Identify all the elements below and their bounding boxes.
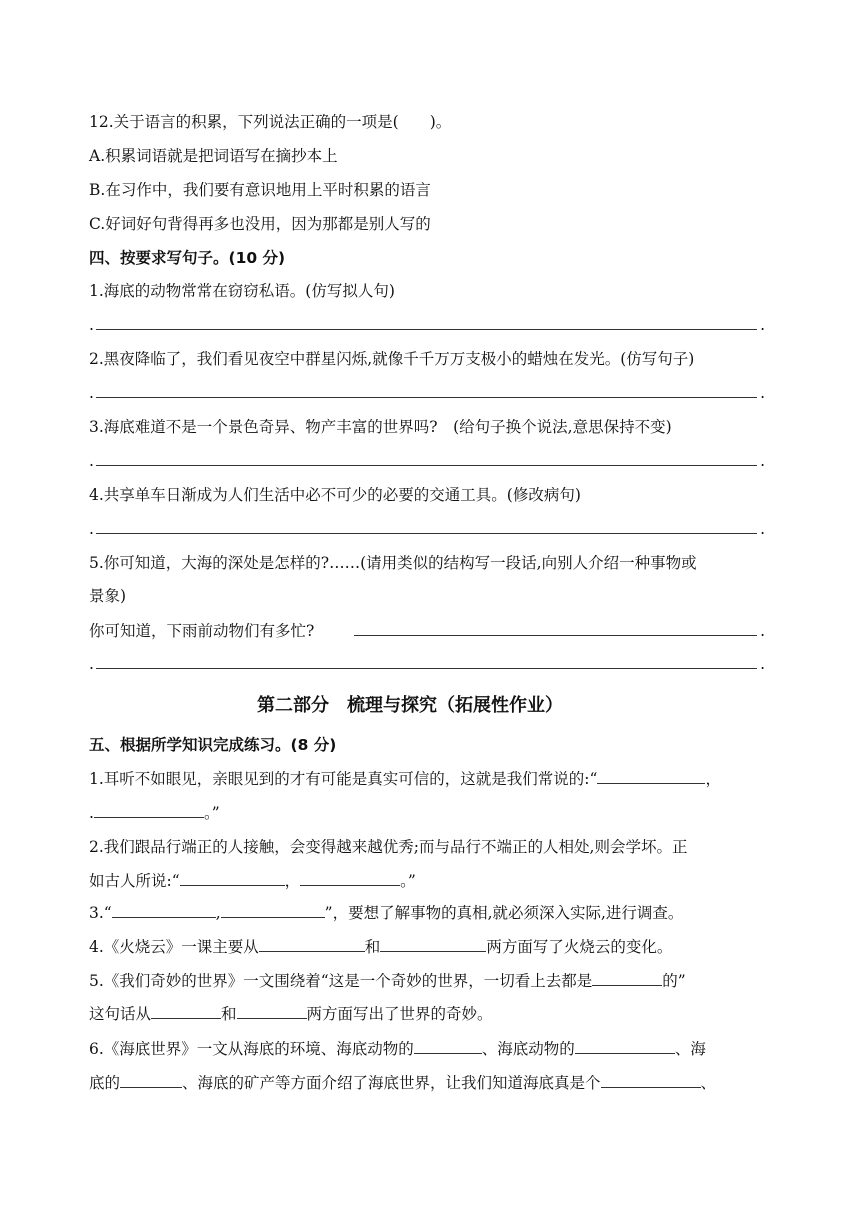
s5-q3: 3.“ , ”，要想了解事物的真相,就必须深入实际,进行调查。 <box>89 904 684 922</box>
s5-q4-blank-1[interactable] <box>259 936 365 952</box>
q12-option-c: C.好词好句背得再多也没用，因为那都是别人写的 <box>89 215 431 233</box>
s5-q2-blank-2[interactable] <box>300 870 400 886</box>
s5-q5-blank-1[interactable] <box>592 970 662 986</box>
s4-q5-line1: 5.你可知道，大海的深处是怎样的?……(请用类似的结构写一段话,向别人介绍一种事物或 <box>89 554 697 572</box>
s5-q6-blank-1[interactable] <box>414 1038 482 1054</box>
s5-q5-line1: 5.《我们奇妙的世界》一文围绕着“这是一个奇妙的世界，一切看上去都是 的” <box>89 972 686 990</box>
s5-q1-line2: . 。” <box>89 804 220 822</box>
s4-q5-prompt: 你可知道，下雨前动物们有多忙? <box>89 622 315 640</box>
s5-q2-line1: 2.我们跟品行端正的人接触，会变得越来越优秀;而与品行不端正的人相处,则会学坏。正 <box>89 838 688 856</box>
s4-q1-answer-line[interactable]: . . <box>89 316 765 334</box>
section-4-title: 四、按要求写句子。(10 分) <box>89 249 286 267</box>
s4-q4-answer-line[interactable]: . . <box>89 520 765 538</box>
s5-q6-blank-2[interactable] <box>575 1038 675 1054</box>
s5-q6-line1: 6.《海底世界》一文从海底的环境、海底动物的 、海底动物的 、海 <box>89 1040 706 1058</box>
s4-q4: 4.共享单车日渐成为人们生活中必不可少的必要的交通工具。(修改病句) <box>89 486 581 504</box>
q12-stem: 12.关于语言的积累，下列说法正确的一项是( )。 <box>89 113 452 131</box>
s4-q2: 2.黑夜降临了，我们看见夜空中群星闪烁,就像千千万万支极小的蜡烛在发光。(仿写句子) <box>89 350 695 368</box>
s5-q5-blank-2[interactable] <box>151 1003 221 1019</box>
s5-q3-blank-1[interactable] <box>112 902 216 918</box>
s5-q1-line1: 1.耳听不如眼见，亲眼见到的才有可能是真实可信的，这就是我们常说的:“ ， <box>89 770 721 788</box>
section-5-title: 五、根据所学知识完成练习。(8 分) <box>89 736 337 754</box>
s5-q5-line2: 这句话从 和 两方面写出了世界的奇妙。 <box>89 1005 493 1023</box>
s5-q6-line2: 底的 、海底的矿产等方面介绍了海底世界，让我们知道海底真是个 、 <box>89 1074 717 1092</box>
s5-q1-blank-2[interactable] <box>94 802 204 818</box>
s5-q6-blank-3[interactable] <box>120 1072 182 1088</box>
s5-q4-blank-2[interactable] <box>380 936 486 952</box>
s5-q2-blank-1[interactable] <box>180 870 285 886</box>
s4-q5-answer-line[interactable]: . . <box>89 655 765 673</box>
s5-q1-blank-1[interactable] <box>597 768 705 784</box>
q12-option-b: B.在习作中，我们要有意识地用上平时积累的语言 <box>89 181 431 199</box>
part-2-title: 第二部分 梳理与探究（拓展性作业） <box>257 695 563 716</box>
q12-option-a: A.积累词语就是把词语写在摘抄本上 <box>89 147 338 165</box>
s5-q4: 4.《火烧云》一课主要从 和 两方面写了火烧云的变化。 <box>89 938 673 956</box>
s4-q1: 1.海底的动物常常在窃窃私语。(仿写拟人句) <box>89 282 395 300</box>
s4-q5-prompt-line[interactable]: 你可知道，下雨前动物们有多忙? . <box>89 622 765 640</box>
s5-q3-blank-2[interactable] <box>221 902 325 918</box>
s5-q5-blank-3[interactable] <box>237 1003 307 1019</box>
s5-q2-line2: 如古人所说:“ ， 。” <box>89 872 416 890</box>
s4-q2-answer-line[interactable]: . . <box>89 384 765 402</box>
s4-q3: 3.海底难道不是一个景色奇异、物产丰富的世界吗? (给句子换个说法,意思保持不变) <box>89 418 672 436</box>
s4-q3-answer-line[interactable]: . . <box>89 452 765 470</box>
s4-q5-line2: 景象) <box>89 587 127 605</box>
s5-q6-blank-4[interactable] <box>601 1072 701 1088</box>
